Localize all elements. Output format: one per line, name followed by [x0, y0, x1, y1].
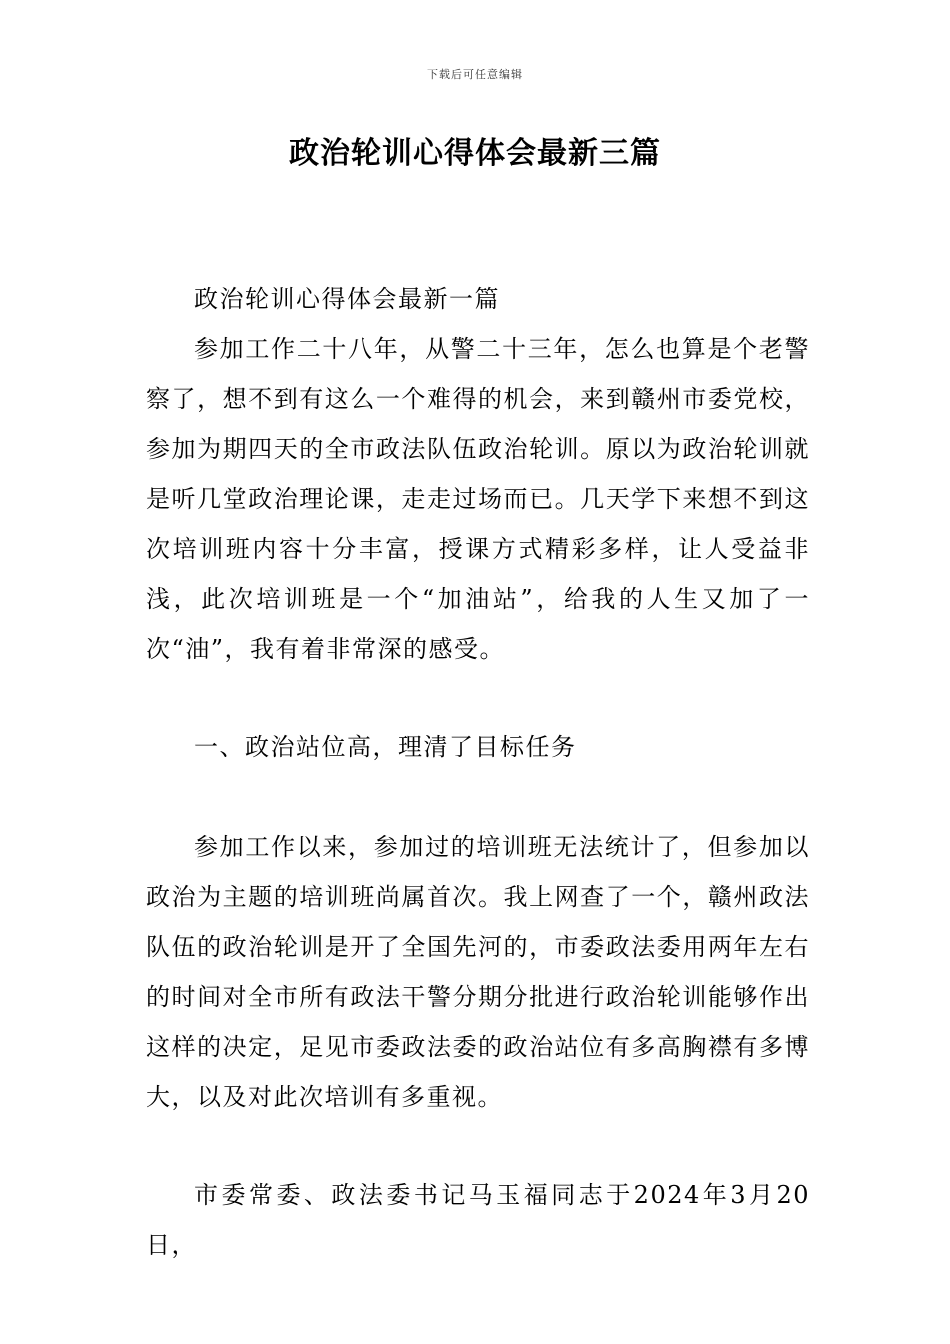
section-title: 政治轮训心得体会最新一篇 — [194, 285, 500, 313]
paragraph-block-two — [146, 822, 810, 1122]
paragraph-block-three — [146, 1170, 810, 1270]
paragraph-training-history: 参加工作以来，参加过的培训班无法统计了，但参加以政治为主题的培训班尚属首次。我上网查了一个，赣州政法队伍的政治轮训是开了全国先河的，市委政法委用两年左右的时间对全市所有政法干警分期分批进行政治轮训能够作出这样的决定，足见市委政法委的政治站位有多高胸襟有多博大，以及对此次培训有多重视。 — [146, 833, 810, 1111]
section-one — [146, 274, 810, 674]
paragraph-intro: 参加工作二十八年，从警二十三年，怎么也算是个老警察了，想不到有这么一个难得的机会，来到赣州市委党校，参加为期四天的全市政法队伍政治轮训。原以为政治轮训就是听几堂政治理论课，走走过场而已。几天学下来想不到这次培训班内容十分丰富，授课方式精彩多样，让人受益非浅，此次培训班是一个“加油站”，给我的人生又加了一次“油”，我有着非常深的感受。 — [146, 335, 810, 663]
heading-political-stance: 一、政治站位高，理清了目标任务 — [194, 733, 577, 761]
heading-block — [146, 722, 810, 772]
paragraph-secretary: 市委常委、政法委书记马玉福同志于2024年3月20日， — [146, 1181, 810, 1259]
header-note: 下载后可任意编辑 — [427, 68, 523, 81]
document-title: 政治轮训心得体会最新三篇 — [289, 136, 661, 171]
